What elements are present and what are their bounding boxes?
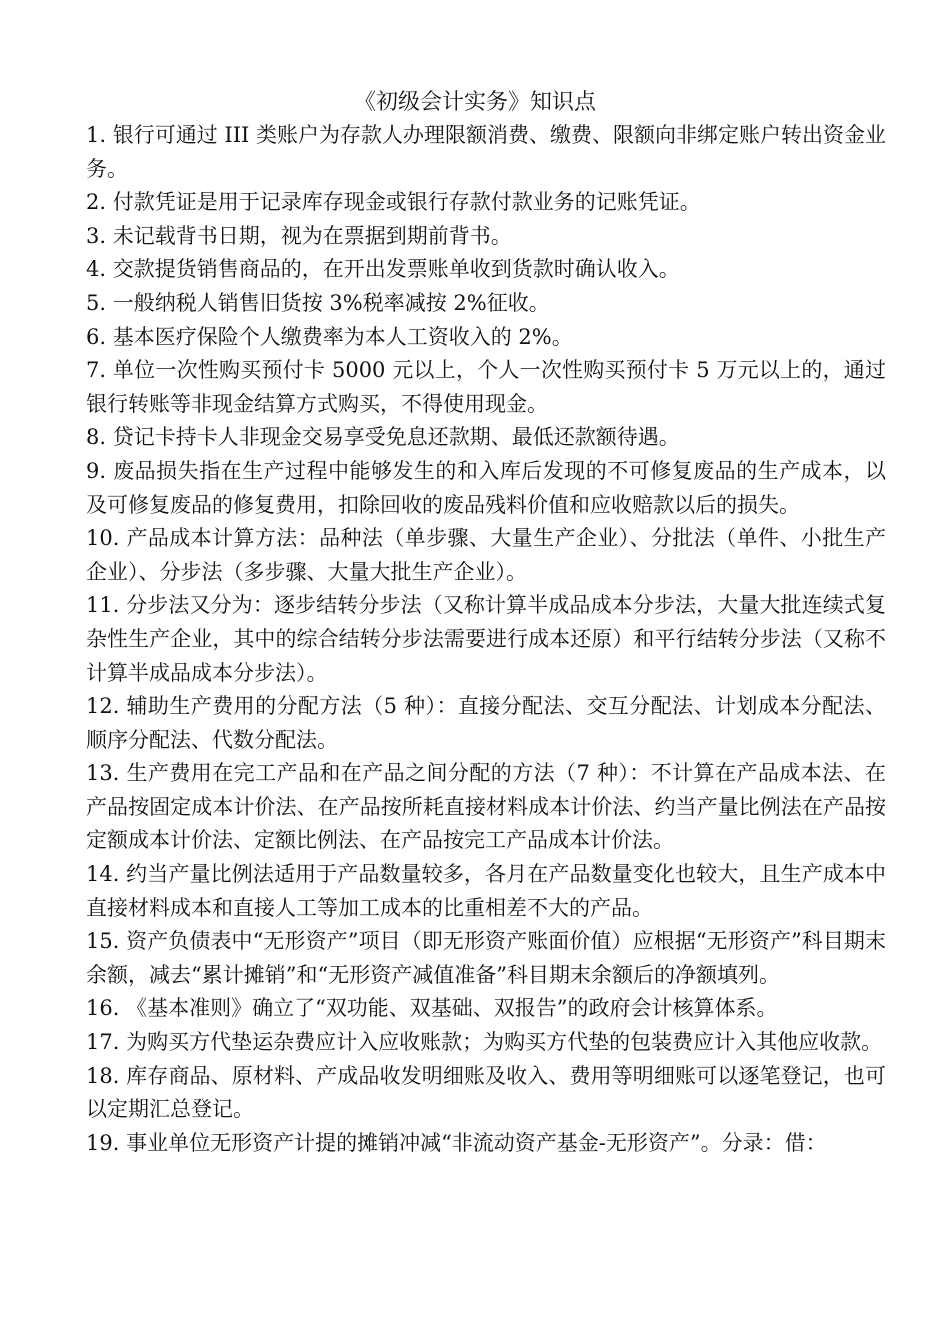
list-item: 6. 基本医疗保险个人缴费率为本人工资收入的 2%。: [86, 324, 573, 349]
list-item: 7. 单位一次性购买预付卡 5000 元以上，个人一次性购买预付卡 5 万元以上的，通过银行转账等非现金结算方式购买，不得使用现金。: [86, 358, 886, 416]
list-item: 12. 辅助生产费用的分配方法（5 种）：直接分配法、交互分配法、计划成本分配法、顺序分配法、代数分配法。: [86, 694, 886, 752]
list-item: 2. 付款凭证是用于记录库存现金或银行存款付款业务的记账凭证。: [86, 190, 701, 215]
list-item: 15. 资产负债表中“无形资产”项目（即无形资产账面价值）应根据“无形资产”科目期末余额，减去“累计摊销”和“无形资产减值准备”科目期末余额后的净额填列。: [86, 929, 886, 987]
list-item: 19. 事业单位无形资产计提的摊销冲减“非流动资产基金-无形资产”。分录：借：: [86, 1130, 827, 1155]
list-item: 5. 一般纳税人销售旧货按 3%税率减按 2%征收。: [86, 290, 550, 315]
list-item: 10. 产品成本计算方法：品种法（单步骤、大量生产企业）、分批法（单件、小批生产企业）、分步法（多步骤、大量大批生产企业）。: [86, 526, 886, 584]
list-item: 18. 库存商品、原材料、产成品收发明细账及收入、费用等明细账可以逐笔登记，也可以定期汇总登记。: [86, 1063, 886, 1122]
list-item: 1. 银行可通过 III 类账户为存款人办理限额消费、缴费、限额向非绑定账户转出资金业务。: [86, 123, 886, 181]
list-item: 13. 生产费用在完工产品和在产品之间分配的方法（7 种）：不计算在产品成本法、在产品按固定成本计价法、在产品按所耗直接材料成本计价法、约当产量比例法在产品按定额成本计价法、定额比例法、在产品按完工产品成本计价法。: [86, 761, 886, 853]
list-item: 11. 分步法又分为：逐步结转分步法（又称计算半成品成本分步法，大量大批连续式复杂性生产企业，其中的综合结转分步法需要进行成本还原）和平行结转分步法（又称不计算半成品成本分步法）。: [86, 593, 886, 685]
list-item: 14. 约当产量比例法适用于产品数量较多，各月在产品数量变化也较大，且生产成本中直接材料成本和直接人工等加工成本的比重相差不大的产品。: [86, 862, 886, 920]
list-item: 8. 贷记卡持卡人非现金交易享受免息还款期、最低还款额待遇。: [86, 425, 680, 450]
list-item: 9. 废品损失指在生产过程中能够发生的和入库后发现的不可修复废品的生产成本，以及可修复废品的修复费用，扣除回收的废品残料价值和应收赔款以后的损失。: [86, 458, 886, 517]
knowledge-point-list: [86, 119, 886, 1160]
list-item: 17. 为购买方代垫运杂费应计入应收账款；为购买方代垫的包装费应计入其他应收款。: [86, 1030, 883, 1055]
document-title: 《初级会计实务》知识点: [353, 90, 596, 115]
list-item: 4. 交款提货销售商品的，在开出发票账单收到货款时确认收入。: [86, 257, 680, 282]
list-item: 16. 《基本准则》确立了“双功能、双基础、双报告”的政府会计核算体系。: [86, 996, 778, 1021]
list-item: 3. 未记载背书日期，视为在票据到期前背书。: [86, 223, 512, 248]
